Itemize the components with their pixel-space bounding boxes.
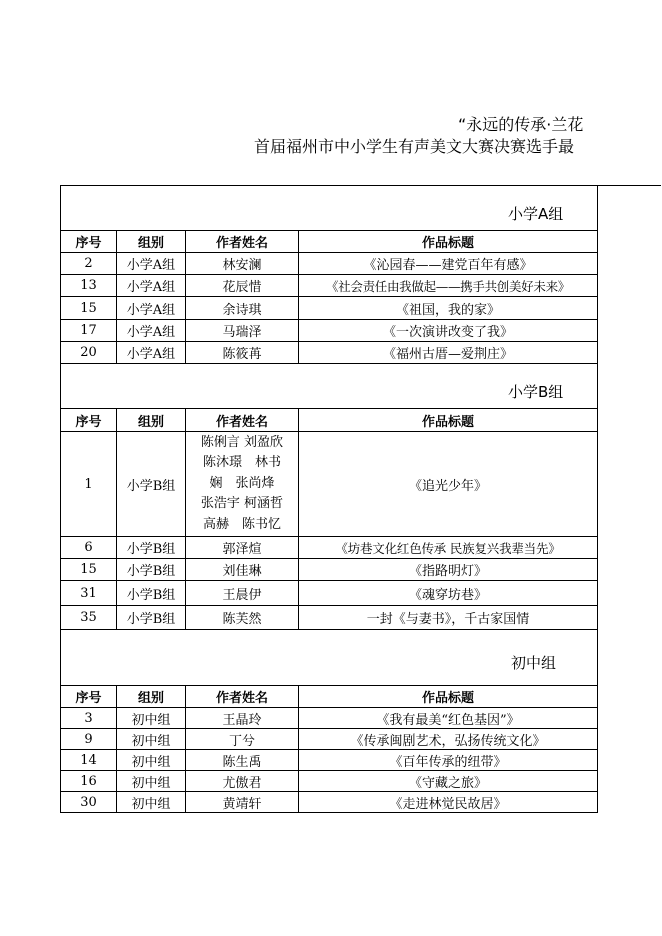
row-group: 小学B组 <box>117 537 186 559</box>
header-work: 作品标题 <box>299 409 598 432</box>
row-no: 1 <box>61 432 117 537</box>
row-no: 6 <box>61 537 117 559</box>
row-author: 刘佳琳 <box>186 559 299 581</box>
row-no: 2 <box>61 253 117 275</box>
header-work: 作品标题 <box>299 231 598 253</box>
row-work: 《百年传承的纽带》 <box>299 750 598 771</box>
row-author: 陈筱苒 <box>186 342 299 364</box>
row-no: 13 <box>61 275 117 297</box>
row-author: 尤傲君 <box>186 771 299 792</box>
document-title-line1: “永远的传承·兰花 <box>458 115 584 134</box>
row-group: 初中组 <box>117 708 186 729</box>
row-group: 初中组 <box>117 750 186 771</box>
row-no: 31 <box>61 581 117 606</box>
row-author: 马瑞泽 <box>186 320 299 342</box>
row-group: 小学A组 <box>117 253 186 275</box>
row-no: 3 <box>61 708 117 729</box>
author-line: 张浩宇 柯涵哲 <box>200 496 284 512</box>
row-work: 《传承闽剧艺术，弘扬传统文化》 <box>299 729 598 750</box>
row-work: 《祖国，我的家》 <box>299 297 598 320</box>
row-author: 郭泽煊 <box>186 537 299 559</box>
row-work: 一封《与妻书》，千古家国情 <box>299 606 598 630</box>
row-work: 《社会责任由我做起——携手共创美好未来》 <box>299 275 598 297</box>
row-group: 小学B组 <box>117 606 186 630</box>
row-group: 初中组 <box>117 771 186 792</box>
row-group: 小学A组 <box>117 297 186 320</box>
author-line: 陈俐言 刘盈欣 <box>200 434 284 450</box>
row-author: 花辰惜 <box>186 275 299 297</box>
author-line: 娴 张尚烽 <box>209 475 275 491</box>
row-author: 王晨伊 <box>186 581 299 606</box>
row-group: 初中组 <box>117 729 186 750</box>
row-no: 16 <box>61 771 117 792</box>
row-work: 《福州古厝—爱荆庄》 <box>299 342 598 364</box>
row-no: 15 <box>61 297 117 320</box>
row-group: 初中组 <box>117 792 186 813</box>
section-title: 小学B组 <box>61 364 598 409</box>
row-no: 14 <box>61 750 117 771</box>
row-no: 17 <box>61 320 117 342</box>
author-line: 高赫 陈书忆 <box>202 516 281 532</box>
row-work: 《指路明灯》 <box>299 559 598 581</box>
row-author-group <box>186 432 299 537</box>
row-work: 《追光少年》 <box>299 432 598 537</box>
row-author: 王晶玲 <box>186 708 299 729</box>
row-work: 《走进林觉民故居》 <box>299 792 598 813</box>
header-author: 作者姓名 <box>186 686 299 708</box>
row-author: 陈芙然 <box>186 606 299 630</box>
header-no: 序号 <box>61 409 117 432</box>
row-work: 《我有最美“红色基因”》 <box>299 708 598 729</box>
row-group: 小学A组 <box>117 320 186 342</box>
header-no: 序号 <box>61 231 117 253</box>
document-title-line2: 首届福州市中小学生有声美文大赛决赛选手最 <box>254 137 575 156</box>
row-author: 黄靖轩 <box>186 792 299 813</box>
row-group: 小学A组 <box>117 275 186 297</box>
row-no: 30 <box>61 792 117 813</box>
row-no: 20 <box>61 342 117 364</box>
row-no: 35 <box>61 606 117 630</box>
row-no: 15 <box>61 559 117 581</box>
header-author: 作者姓名 <box>186 409 299 432</box>
row-author: 陈生禹 <box>186 750 299 771</box>
header-group: 组别 <box>117 686 186 708</box>
header-work: 作品标题 <box>299 686 598 708</box>
row-author: 余诗琪 <box>186 297 299 320</box>
row-author: 林安澜 <box>186 253 299 275</box>
results-table <box>60 185 661 813</box>
row-author: 丁兮 <box>186 729 299 750</box>
row-work: 《一次演讲改变了我》 <box>299 320 598 342</box>
row-work: 《坊巷文化红色传承 民族复兴我辈当先》 <box>299 537 598 559</box>
section-title: 初中组 <box>61 630 598 686</box>
header-author: 作者姓名 <box>186 231 299 253</box>
author-line: 陈沐璟 林书 <box>202 455 281 471</box>
row-group: 小学B组 <box>117 581 186 606</box>
header-group: 组别 <box>117 409 186 432</box>
section-title: 小学A组 <box>61 186 598 231</box>
row-group: 小学B组 <box>117 432 186 537</box>
row-no: 9 <box>61 729 117 750</box>
header-group: 组别 <box>117 231 186 253</box>
row-group: 小学B组 <box>117 559 186 581</box>
row-group: 小学A组 <box>117 342 186 364</box>
header-no: 序号 <box>61 686 117 708</box>
row-work: 《魂穿坊巷》 <box>299 581 598 606</box>
row-work: 《沁园春——建党百年有感》 <box>299 253 598 275</box>
row-work: 《守藏之旅》 <box>299 771 598 792</box>
